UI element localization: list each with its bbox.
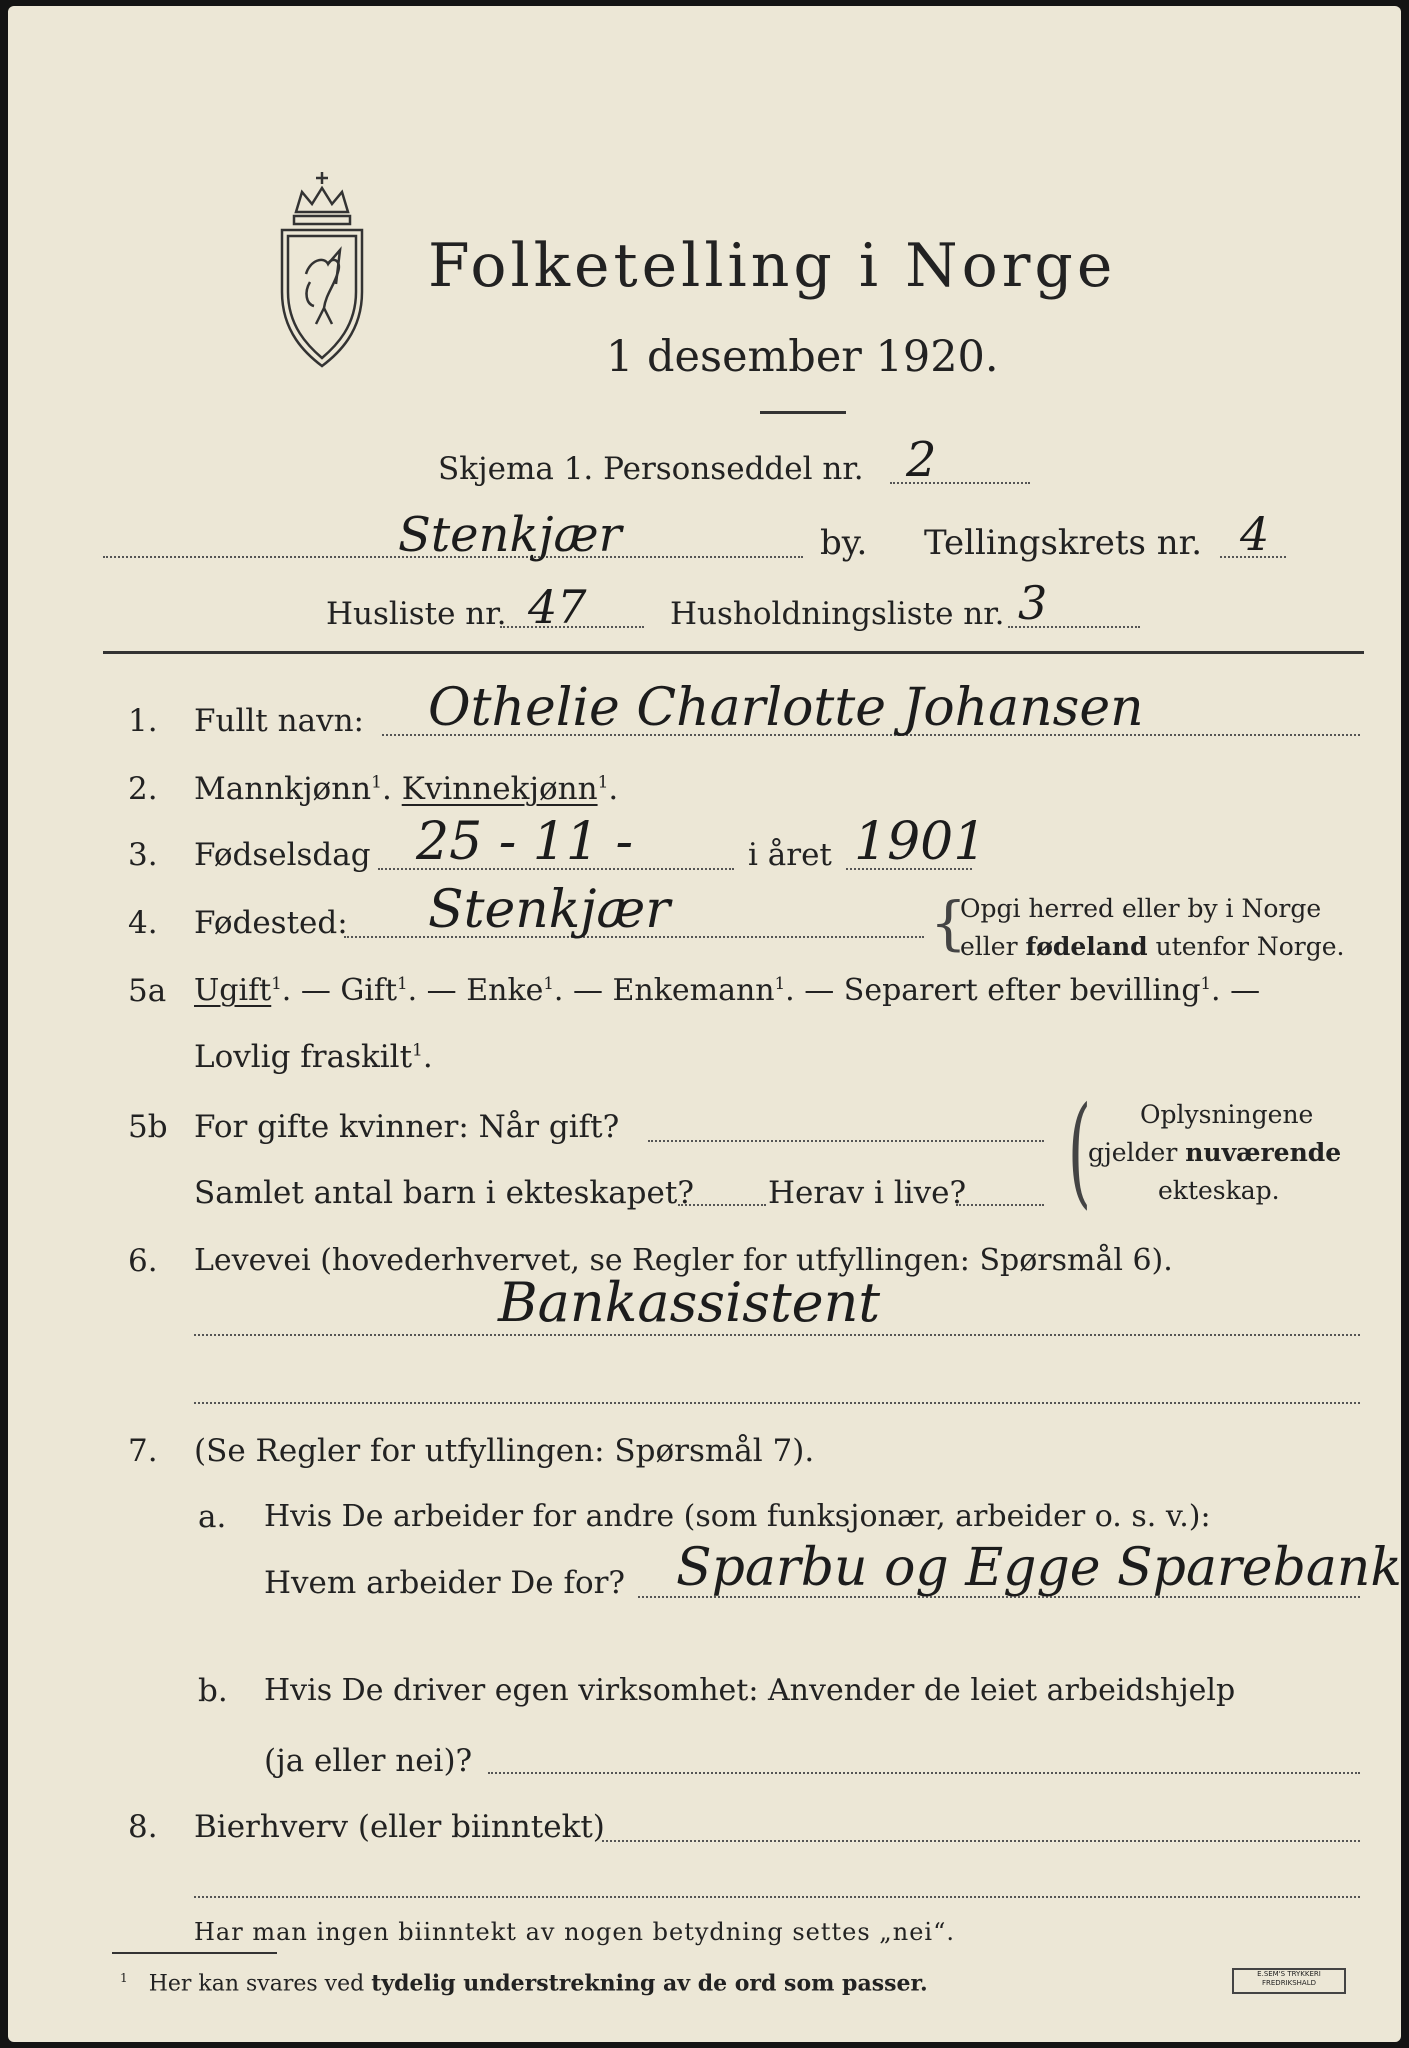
header-divider [103,651,1364,654]
q7a-line1: Hvis De arbeider for andre (som funksjonær, arbeider o. s. v.): [264,1499,1211,1534]
norwegian-coat-of-arms-icon [266,164,378,374]
title-divider [760,411,846,414]
male-option: Mannkjønn [194,771,372,807]
q7-label: (Se Regler for utfyllingen: Spørsmål 7). [194,1433,815,1469]
tellingskrets-label: Tellingskrets nr. [924,523,1203,563]
form-title: Folketelling i Norge [428,231,1117,301]
q7b-number: b. [198,1673,228,1709]
by-label: by. [820,523,868,563]
husholdning-label: Husholdningsliste nr. [670,596,1005,632]
occupation-value: Bankassistent [498,1271,881,1334]
q8-label: Bierhverv (eller biinntekt) [194,1809,605,1845]
q2-options: Mannkjønn$^1$. Kvinnekjønn$^1$. [194,771,619,807]
q4-label: Fødested: [194,905,348,941]
census-date: 1 desember 1920. [606,332,999,382]
footnote: $^1$ Her kan svares ved tydelig understrekning av de ord som passer. [120,1970,928,1997]
birthplace-note-line1: Opgi herred eller by i Norge [960,894,1322,923]
q7b-line1: Hvis De driver egen virksomhet: Anvender de leiet arbeidshjelp [264,1673,1236,1708]
birthplace-note-bracket: { [930,889,967,957]
biinntekt-note: Har man ingen biinntekt av nogen betydning settes „nei“. [194,1918,955,1946]
q5b-line1: For gifte kvinner: Når gift? [194,1109,620,1145]
q5a-number: 5a [128,973,167,1009]
female-option-selected: Kvinnekjønn [401,771,598,807]
q7a-number: a. [198,1499,227,1535]
personseddel-number: 2 [906,432,937,488]
marital-status-options: Ugift$^1$. — Gift$^1$. — Enke$^1$. — Enkemann$^1$. — Separert efter bevilling$^1$. — [194,973,1261,1008]
q5b-note-line2: gjelder nuværende [1088,1138,1342,1167]
q2-number: 2. [128,771,158,807]
q5b-line2: Samlet antal barn i ekteskapet? [194,1175,694,1211]
q7a-line2: Hvem arbeider De for? [264,1565,626,1601]
footnote-divider [112,1952,277,1954]
employer-value: Sparbu og Egge Sparebank [676,1538,1402,1598]
skjema-label: Skjema 1. Personseddel nr. [438,451,864,487]
q4-number: 4. [128,905,158,941]
husholdning-number: 3 [1018,576,1048,630]
tellingskrets-number: 4 [1240,507,1270,561]
birthplace-value: Stenkjær [428,880,671,940]
q1-number: 1. [128,703,158,739]
q3-label: Fødselsdag [194,837,371,873]
q6-number: 6. [128,1243,158,1279]
q5b-number: 5b [128,1109,168,1145]
ugift-selected: Ugift [194,973,272,1008]
q5b-note-line1: Oplysningene [1140,1100,1314,1129]
birth-date-value: 25 - 11 - [416,812,634,872]
q6-label: Levevei (hovederhvervet, se Regler for utfyllingen: Spørsmål 6). [194,1243,1173,1278]
city-value: Stenkjær [398,507,622,563]
husliste-number: 47 [528,580,587,634]
husliste-label: Husliste nr. [326,596,507,632]
herav-i-live-label: Herav i live? [768,1175,967,1211]
census-form [8,6,1401,2042]
q3-number: 3. [128,837,158,873]
fraskilt-option: Lovlig fraskilt$^1$. [194,1039,433,1075]
birthplace-note-line2: eller fødeland utenfor Norge. [960,932,1345,961]
q1-label: Fullt navn: [194,703,364,739]
q8-number: 8. [128,1809,158,1845]
year-label: i året [748,837,832,873]
q7b-line2: (ja eller nei)? [264,1743,473,1779]
birth-year-value: 1901 [854,812,987,872]
q5b-note-line3: ekteskap. [1158,1176,1280,1205]
q7-number: 7. [128,1433,158,1469]
full-name-value: Othelie Charlotte Johansen [428,678,1144,738]
printer-stamp: E.SEM'S TRYKKERI FREDRIKSHALD [1232,1968,1346,1994]
q5b-note-bracket: ( [1067,1082,1092,1221]
